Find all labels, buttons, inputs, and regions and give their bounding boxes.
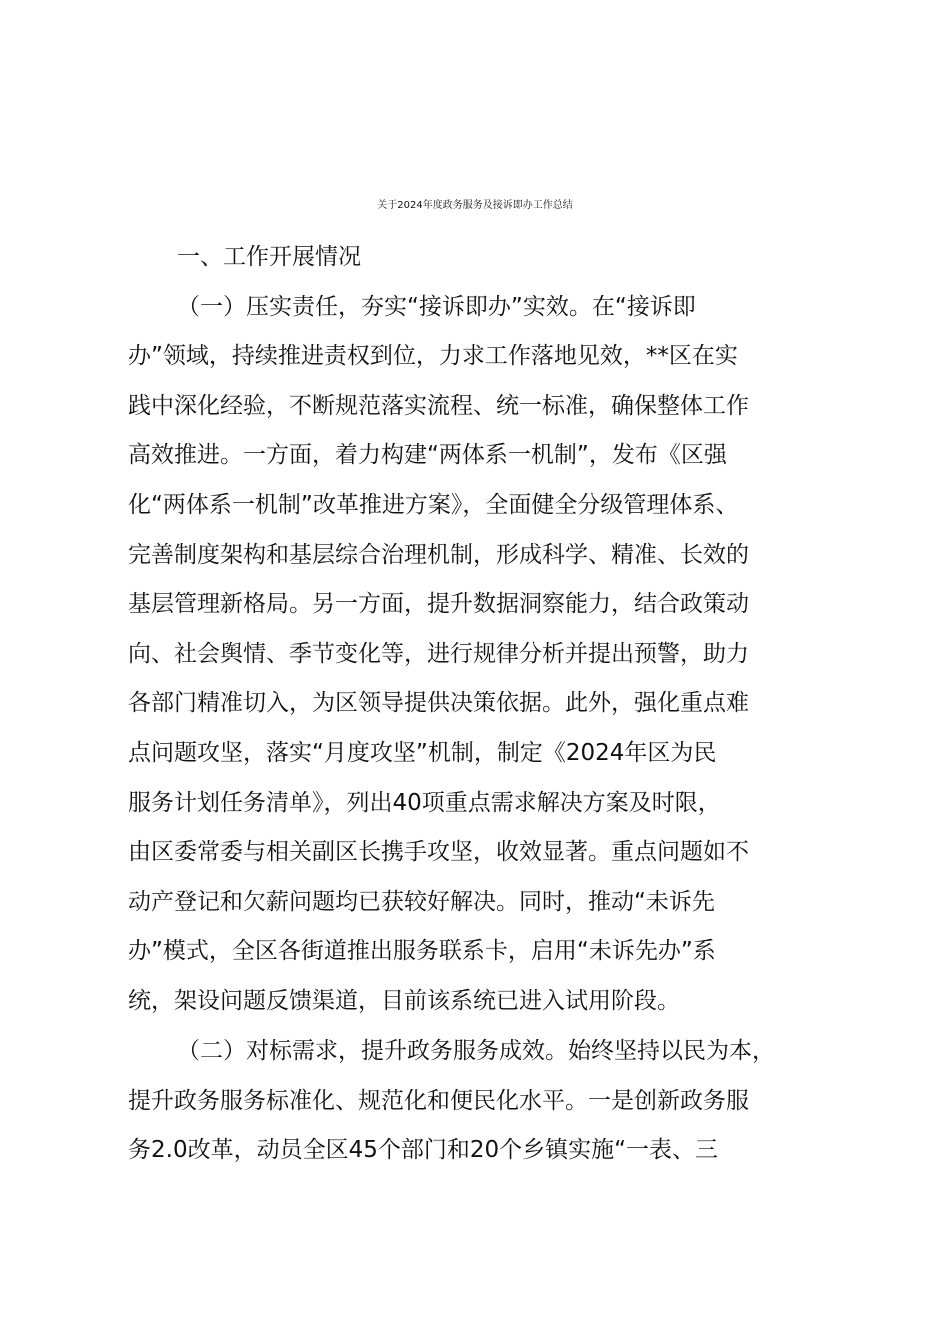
paragraph-line: 服务计划任务清单》，列出40项重点需求解决方案及时限， (128, 790, 721, 816)
paragraph-line: 基层管理新格局。另一方面，提升数据洞察能力，结合政策动 (128, 591, 749, 617)
paragraph-line: 各部门精准切入，为区领导提供决策依据。此外，强化重点难 (128, 690, 749, 716)
paragraph-line: 完善制度架构和基层综合治理机制，形成科学、精准、长效的 (128, 542, 749, 568)
paragraph-line: 统，架设问题反馈渠道，目前该系统已进入试用阶段。 (128, 988, 680, 1014)
paragraph-line: 点问题攻坚，落实“月度攻坚”机制，制定《2024年区为民 (128, 740, 717, 766)
paragraph-line: 向、社会舆情、季节变化等，进行规律分析并提出预警，助力 (128, 641, 749, 667)
paragraph-line: 办”领域，持续推进责权到位，力求工作落地见效，**区在实 (128, 343, 738, 369)
paragraph-line: 动产登记和欠薪问题均已获较好解决。同时，推动“未诉先 (128, 889, 715, 915)
paragraph-line: 高效推进。一方面，着力构建“两体系一机制”，发布《区强 (128, 442, 727, 468)
paragraph-line: 践中深化经验，不断规范落实流程、统一标准，确保整体工作 (128, 393, 749, 419)
paragraph-line: （二）对标需求，提升政务服务成效。始终坚持以民为本， (177, 1038, 775, 1064)
paragraph-line: （一）压实责任，夯实“接诉即办”实效。在“接诉即 (177, 294, 696, 320)
document-title: 关于2024年度政务服务及接诉即办工作总结 (377, 200, 573, 211)
paragraph-line: 提升政务服务标准化、规范化和便民化水平。一是创新政务服 (128, 1088, 749, 1114)
paragraph-line: 办”模式，全区各街道推出服务联系卡，启用“未诉先办”系 (128, 938, 716, 964)
paragraph-line: 由区委常委与相关副区长携手攻坚，收效显著。重点问题如不 (128, 839, 749, 865)
paragraph-line: 务2.0改革，动员全区45个部门和20个乡镇实施“一表、三 (128, 1137, 719, 1163)
paragraph-line: 化“两体系一机制”改革推进方案》，全面健全分级管理体系、 (128, 492, 739, 518)
section-heading: 一、工作开展情况 (177, 244, 361, 270)
